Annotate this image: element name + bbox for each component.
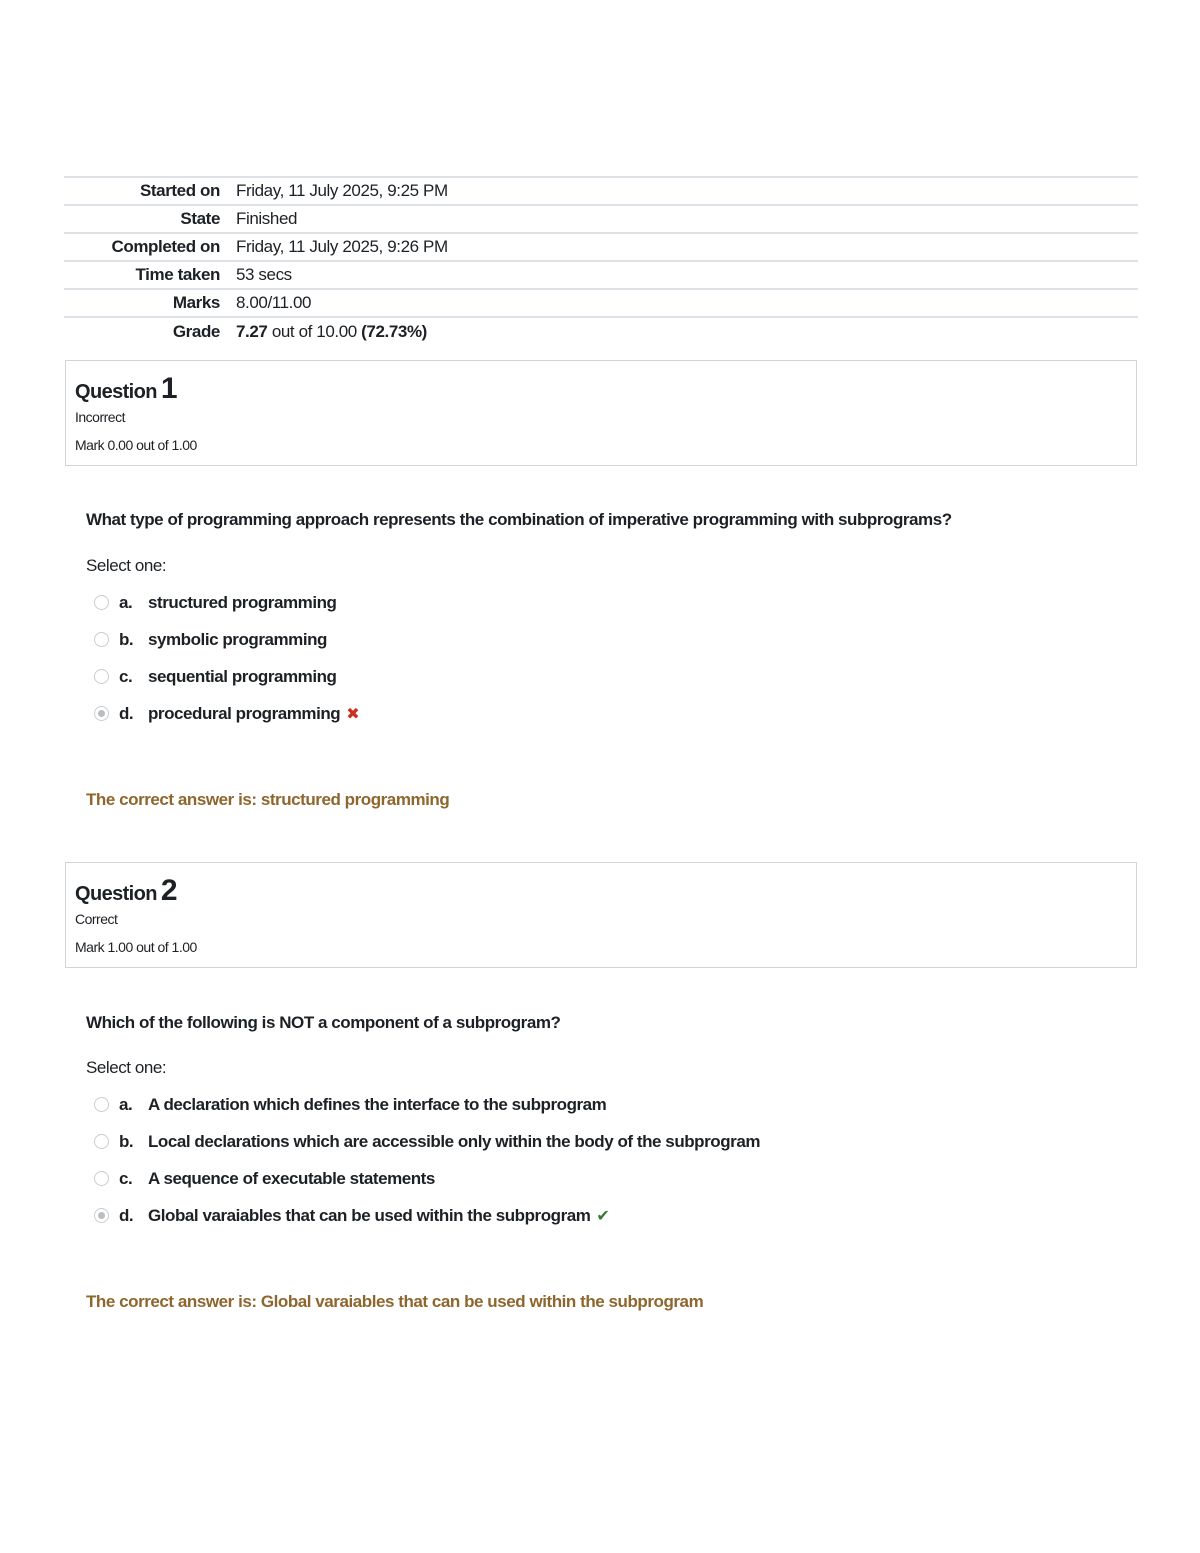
answer-letter: b. (119, 1131, 134, 1151)
question-mark: Mark 1.00 out of 1.00 (75, 939, 197, 955)
question-text: Which of the following is NOT a component of a subprogram? (86, 1013, 561, 1032)
radio-button[interactable] (94, 632, 109, 647)
summary-label: Grade (172, 322, 220, 341)
radio-button[interactable] (94, 1171, 109, 1186)
answer-text: Global varaiables that can be used within the subprogram (148, 1205, 591, 1225)
summary-label: State (180, 209, 220, 228)
answer-option[interactable] (94, 658, 359, 695)
summary-label: Completed on (111, 237, 220, 256)
correct-answer-feedback: The correct answer is: Global varaiables that can be used within the subprogram (86, 1292, 704, 1311)
answer-option[interactable] (94, 621, 359, 658)
summary-row-completed-on (64, 234, 1138, 262)
answer-text: structured programming (148, 592, 337, 612)
summary-row-started-on (64, 178, 1138, 206)
radio-button-checked[interactable] (94, 1208, 109, 1223)
select-one-prompt: Select one: (86, 556, 167, 575)
summary-value: Finished (236, 209, 298, 228)
incorrect-cross-icon: ✖ (346, 705, 360, 723)
summary-row-marks (64, 290, 1138, 318)
question-title (75, 871, 1127, 911)
radio-button[interactable] (94, 1097, 109, 1112)
answer-letter: d. (119, 703, 134, 723)
answer-text: A sequence of executable statements (148, 1168, 435, 1188)
question-number: 2 (160, 874, 177, 907)
answer-letter: d. (119, 1205, 134, 1225)
question-title (75, 369, 1127, 409)
grade-score: 7.27 (236, 322, 268, 341)
question-label: Question (75, 883, 157, 905)
question-text: What type of programming approach represents the combination of imperative programming with subprograms? (86, 510, 952, 529)
answer-list (94, 1086, 760, 1234)
summary-value: Friday, 11 July 2025, 9:25 PM (236, 181, 448, 200)
radio-button[interactable] (94, 595, 109, 610)
summary-value: Friday, 11 July 2025, 9:26 PM (236, 237, 448, 256)
answer-text: symbolic programming (148, 629, 327, 649)
select-one-prompt: Select one: (86, 1058, 167, 1077)
grade-percent: (72.73%) (361, 322, 427, 341)
question-mark: Mark 0.00 out of 1.00 (75, 437, 197, 453)
question-label: Question (75, 381, 157, 403)
correct-check-icon: ✔ (596, 1207, 610, 1225)
answer-letter: a. (119, 1094, 133, 1114)
answer-option-selected[interactable] (94, 695, 359, 732)
question-info-box (65, 862, 1137, 968)
answer-text: sequential programming (148, 666, 337, 686)
answer-option-selected[interactable] (94, 1197, 760, 1234)
grade-value (220, 322, 427, 342)
answer-text: procedural programming (148, 703, 341, 723)
answer-text: Local declarations which are accessible only within the body of the subprogram (148, 1131, 760, 1151)
summary-value: 53 secs (236, 265, 292, 284)
question-state: Incorrect (75, 409, 125, 425)
question-state: Correct (75, 911, 118, 927)
radio-button[interactable] (94, 1134, 109, 1149)
answer-option[interactable] (94, 1123, 760, 1160)
summary-label: Time taken (135, 265, 220, 284)
answer-option[interactable] (94, 1086, 760, 1123)
correct-answer-feedback: The correct answer is: structured programming (86, 790, 450, 809)
radio-button[interactable] (94, 669, 109, 684)
summary-value: 8.00/11.00 (236, 293, 312, 312)
summary-row-grade (64, 318, 1138, 346)
grade-out-of: out of 10.00 (267, 322, 362, 341)
answer-text: A declaration which defines the interface to the subprogram (148, 1094, 607, 1114)
question-info-box (65, 360, 1137, 466)
summary-label: Started on (139, 181, 220, 200)
answer-letter: c. (119, 1168, 133, 1188)
summary-label: Marks (172, 293, 220, 312)
answer-letter: a. (119, 592, 133, 612)
question-number: 1 (160, 372, 177, 405)
answer-list (94, 584, 359, 732)
answer-option[interactable] (94, 1160, 760, 1197)
radio-button-checked[interactable] (94, 706, 109, 721)
answer-option[interactable] (94, 584, 359, 621)
answer-letter: c. (119, 666, 133, 686)
attempt-summary-table (64, 176, 1138, 346)
summary-row-time-taken (64, 262, 1138, 290)
answer-letter: b. (119, 629, 134, 649)
summary-row-state (64, 206, 1138, 234)
